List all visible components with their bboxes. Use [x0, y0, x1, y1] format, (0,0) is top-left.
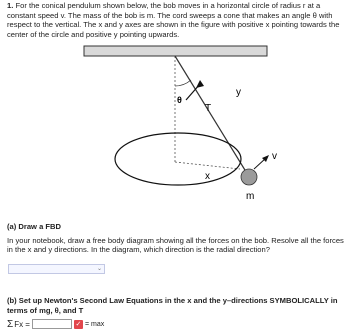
fx-equation-lhs: [7, 319, 30, 330]
part-a-body: In your notebook, draw a free body diagram showing all the forces on the bob. Resolve all the forces in the x and y directions. In the diagram, which direction is the radial direction?: [7, 235, 344, 255]
question-body: For the conical pendulum shown below, the bob moves in a horizontal circle of radius r at a constant speed v. The mass of the bob is m. The cord sweeps a cone that makes an angle θ with respect to the vertical. The x and y axes are shown in the figure with positive x pointing towards the center of the circle and positive y pointing upwards.: [7, 1, 340, 39]
x-axis-label: x: [205, 171, 210, 182]
fx-equation-rhs: = max: [84, 320, 105, 328]
mass-label: m: [246, 191, 255, 202]
chevron-down-icon: ⌄: [96, 266, 102, 272]
conical-pendulum-figure: [0, 40, 350, 215]
fx-equation-row: [7, 318, 104, 330]
check-icon[interactable]: ✓: [75, 321, 82, 328]
question-text: [7, 1, 345, 39]
ceiling-support: [84, 46, 267, 56]
pendulum-cord: [175, 56, 248, 175]
part-b-heading: (b) Set up Newton's Second Law Equations in the x and the y–directions SYMBOLICALLY in terms of mg, θ, and T: [7, 296, 338, 315]
radius-dashed-line: [175, 162, 240, 169]
part-a-heading: (a) Draw a FBD: [7, 222, 62, 231]
theta-label: θ: [177, 95, 182, 105]
part-a-section: [7, 222, 345, 255]
circular-path: [115, 133, 241, 185]
y-axis-label: y: [236, 87, 241, 98]
fx-label: Fx =: [14, 319, 30, 329]
tension-arrowhead: [196, 80, 204, 88]
sigma-symbol: Σ: [7, 318, 14, 330]
velocity-label: v: [272, 151, 277, 162]
pendulum-bob: [241, 169, 257, 185]
radial-direction-dropdown[interactable]: [8, 264, 105, 274]
tension-label: T: [205, 103, 212, 114]
theta-arc: [175, 80, 191, 86]
question-number: 1.: [7, 1, 14, 10]
fx-answer-input[interactable]: [32, 319, 72, 329]
